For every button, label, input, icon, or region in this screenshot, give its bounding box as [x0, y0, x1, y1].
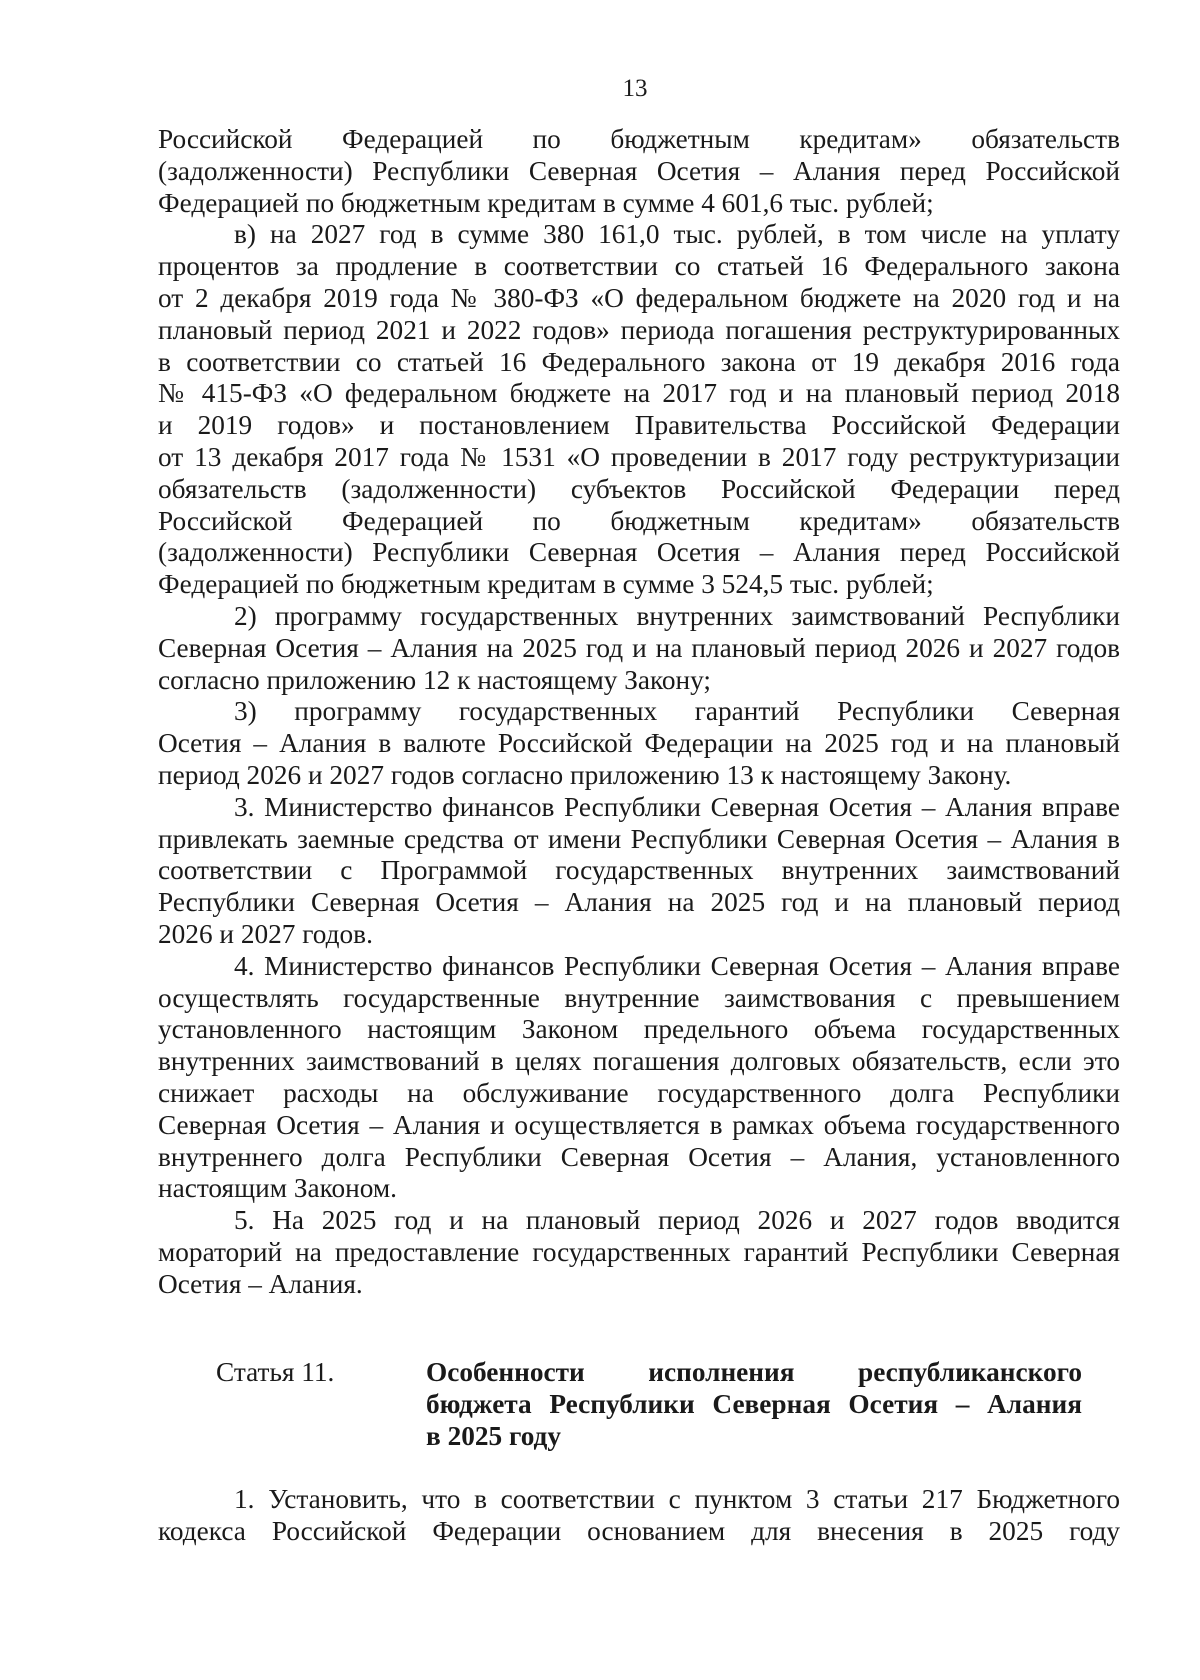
text-line: 2) программу государственных внутренних заимствований Республики — [234, 600, 1120, 631]
text-line: 3) программу государственных гарантий Республики Северная — [234, 696, 1120, 727]
text-line: в 2025 году — [426, 1421, 562, 1451]
text-line: кодекса Российской Федерации основанием для внесения в 2025 году — [158, 1515, 1120, 1546]
text-line: Северная Осетия – Алания и осуществляется в рамках объема государственного — [158, 1109, 1120, 1140]
text-line: Республики Северная Осетия – Алания на 2025 год и на плановый период — [158, 887, 1120, 918]
article-label: Статья 11. — [216, 1357, 335, 1387]
text-line: период 2026 и 2027 годов согласно приложению 13 к настоящему Закону. — [158, 759, 1012, 790]
text-line: согласно приложению 12 к настоящему Закону; — [158, 664, 711, 695]
text-line: бюджета Республики Северная Осетия – Алания — [426, 1389, 1082, 1419]
text-line: установленного настоящим Законом предельного объема государственных — [158, 1014, 1120, 1045]
text-line: внутренних заимствований в целях погашения долговых обязательств, если это — [158, 1046, 1120, 1077]
text-line: (задолженности) Республики Северная Осетия – Алания перед Российской — [158, 155, 1120, 186]
text-line: процентов за продление в соответствии со статьей 16 Федерального закона — [158, 251, 1120, 282]
text-line: привлекать заемные средства от имени Республики Северная Осетия – Алания в — [158, 823, 1120, 854]
text-line: 3. Министерство финансов Республики Северная Осетия – Алания вправе — [234, 791, 1120, 822]
text-line: 1. Установить, что в соответствии с пунктом 3 статьи 217 Бюджетного — [234, 1484, 1120, 1514]
text-line: Федерацией по бюджетным кредитам в сумме 3 524,5 тыс. рублей; — [158, 569, 934, 600]
text-line: мораторий на предоставление государственных гарантий Республики Северная — [158, 1236, 1120, 1267]
text-line: и 2019 годов» и постановлением Правительства Российской Федерации — [158, 410, 1120, 441]
page-number: 13 — [622, 75, 648, 102]
text-line: Федерацией по бюджетным кредитам в сумме 4 601,6 тыс. рублей; — [158, 187, 934, 218]
article-heading — [158, 1356, 1120, 1466]
article-title — [426, 1356, 1082, 1452]
text-line: Северная Осетия – Алания на 2025 год и на плановый период 2026 и 2027 годов — [158, 632, 1120, 663]
article-body — [158, 1484, 1120, 1548]
text-line: Особенности исполнения республиканского — [426, 1357, 1082, 1387]
document-body — [158, 124, 1120, 1300]
text-line: настоящим Законом. — [158, 1173, 397, 1204]
text-line: Осетия – Алания. — [158, 1268, 363, 1299]
text-line: (задолженности) Республики Северная Осетия – Алания перед Российской — [158, 537, 1120, 568]
text-line: соответствии с Программой государственных внутренних заимствований — [158, 855, 1120, 886]
text-line: 2026 и 2027 годов. — [158, 918, 373, 949]
text-line: внутреннего долга Республики Северная Осетия – Алания, установленного — [158, 1141, 1120, 1172]
text-line: от 2 декабря 2019 года № 380-ФЗ «О федеральном бюджете на 2020 год и на — [158, 282, 1120, 313]
text-line: 4. Министерство финансов Республики Северная Осетия – Алания вправе — [234, 950, 1120, 981]
text-line: Осетия – Алания в валюте Российской Федерации на 2025 год и на плановый — [158, 728, 1120, 759]
text-line: снижает расходы на обслуживание государственного долга Республики — [158, 1077, 1120, 1108]
text-line: обязательств (задолженности) субъектов Российской Федерации перед — [158, 473, 1120, 504]
text-line: Российской Федерацией по бюджетным кредитам» обязательств — [158, 124, 1120, 154]
text-line: осуществлять государственные внутренние заимствования с превышением — [158, 982, 1120, 1013]
text-line: в) на 2027 год в сумме 380 161,0 тыс. рублей, в том числе на уплату — [234, 219, 1120, 250]
text-line: от 13 декабря 2017 года № 1531 «О проведении в 2017 году реструктуризации — [158, 441, 1120, 472]
text-line: 5. На 2025 год и на плановый период 2026 и 2027 годов вводится — [234, 1205, 1120, 1236]
text-line: плановый период 2021 и 2022 годов» периода погашения реструктурированных — [158, 314, 1120, 345]
text-line: Российской Федерацией по бюджетным кредитам» обязательств — [158, 505, 1120, 536]
text-line: в соответствии со статьей 16 Федерального закона от 19 декабря 2016 года — [158, 346, 1120, 377]
text-line: № 415-ФЗ «О федеральном бюджете на 2017 год и на плановый период 2018 — [158, 378, 1120, 409]
